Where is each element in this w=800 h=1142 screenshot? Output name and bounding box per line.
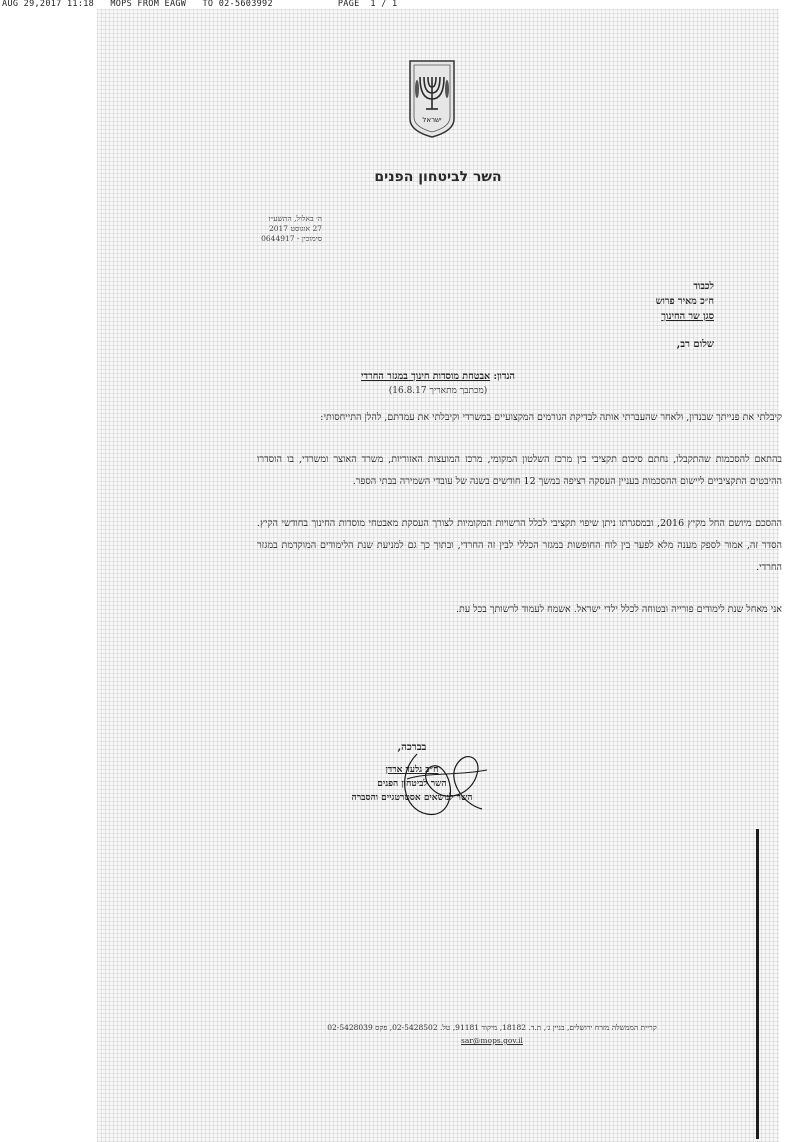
body-paragraph: ההסכם מיושם החל מקיץ 2016, ובמסגרתו ניתן שיפוי תקציבי לכלל הרשויות המקומיות לצורך העסקת מאבטחי מוסדות החינוך בחודשי הקיץ. הסדר זה, אמור לספק מענה מלא לפער בין לוח החופשות במגזר הכללי לבין זה החרדי, ובתוך כך גם למניעת שנת הלימודים המוקדמת במגזר החרדי. [257,518,782,573]
subject-value: אבטחת מוסדות חינוך במגזר החרדי [361,371,491,382]
footer-address: קריית הממשלה מזרח ירושלים, בניין ג׳, ת.ד. 18182, מיקוד 91181, טל. 02-5428502, פקס 02-5428039 [327,1023,657,1032]
scan-edge-line [756,829,759,1139]
date-block [202,214,322,244]
closing-block [312,741,512,805]
hebrew-date: ה׳ באלול, התשע״ז [268,214,322,223]
greeting: שלום רב, [676,339,714,350]
recipient-to-label: לכבוד [693,281,714,292]
body-paragraph: אני מאחל שנת לימודים פורייה ובטוחה לכלל ילדי ישראל. אשמח לעמוד לרשותך בכל עת. [455,604,782,615]
footer-email: sar@mops.gov.il [461,1036,523,1045]
signer-title-2: השר לנושאים אסטרטגיים והסברה [351,793,473,803]
reference-number: סימוכין - 0644917 [261,234,322,243]
signer-title-1: השר לביטחון הפנים [377,779,447,789]
recipient-position: סגן שר החינוך [661,311,714,322]
subject-reference: (מכתבך מתאריך 16.8.17) [388,386,488,396]
letter-page [97,9,782,1142]
closing-blessing: בברכה, [397,742,427,753]
body-paragraph: בהתאם להסכמות שהתקבלו, נחתם סיכום תקציבי בין מרכז השלטון המקומי, מרכז המועצות האזוריות, משרד האוצר ומשרדי, בו הוסדרו ההיבטים התקציביים ליישום ההסכמות בעניין העסקה רציפה במשך 12 חודשים בשנה של עובדי השמירה בבתי הספר. [257,454,782,487]
state-emblem-menorah-icon [407,59,457,139]
subject-label: הנדון: [493,371,515,382]
letter-body [257,407,782,641]
subject-line [97,371,779,382]
letterhead-footer [217,1021,767,1047]
fax-transmission-header: AUG 29,2017 11:18 MOPS FROM EAGW TO 02-5603992 PAGE 1 / 1 [2,0,398,9]
signer-name: ח״כ גלעד ארדן [385,765,439,775]
gregorian-date: 27 אוגוסט 2017 [268,224,322,233]
body-paragraph: קיבלתי את פנייתך שבנדון, ולאחר שהעברתי אותה לבדיקת הגורמים המקצועיים במשרדי וקיבלתי את עמדתם, להלן התייחסותי: [320,412,782,423]
ministry-title: השר לביטחון הפנים [374,169,502,185]
recipient-block [656,279,714,324]
emblem-caption: ישראל [422,116,442,124]
recipient-name: ח״כ מאיר פרוש [655,296,714,307]
